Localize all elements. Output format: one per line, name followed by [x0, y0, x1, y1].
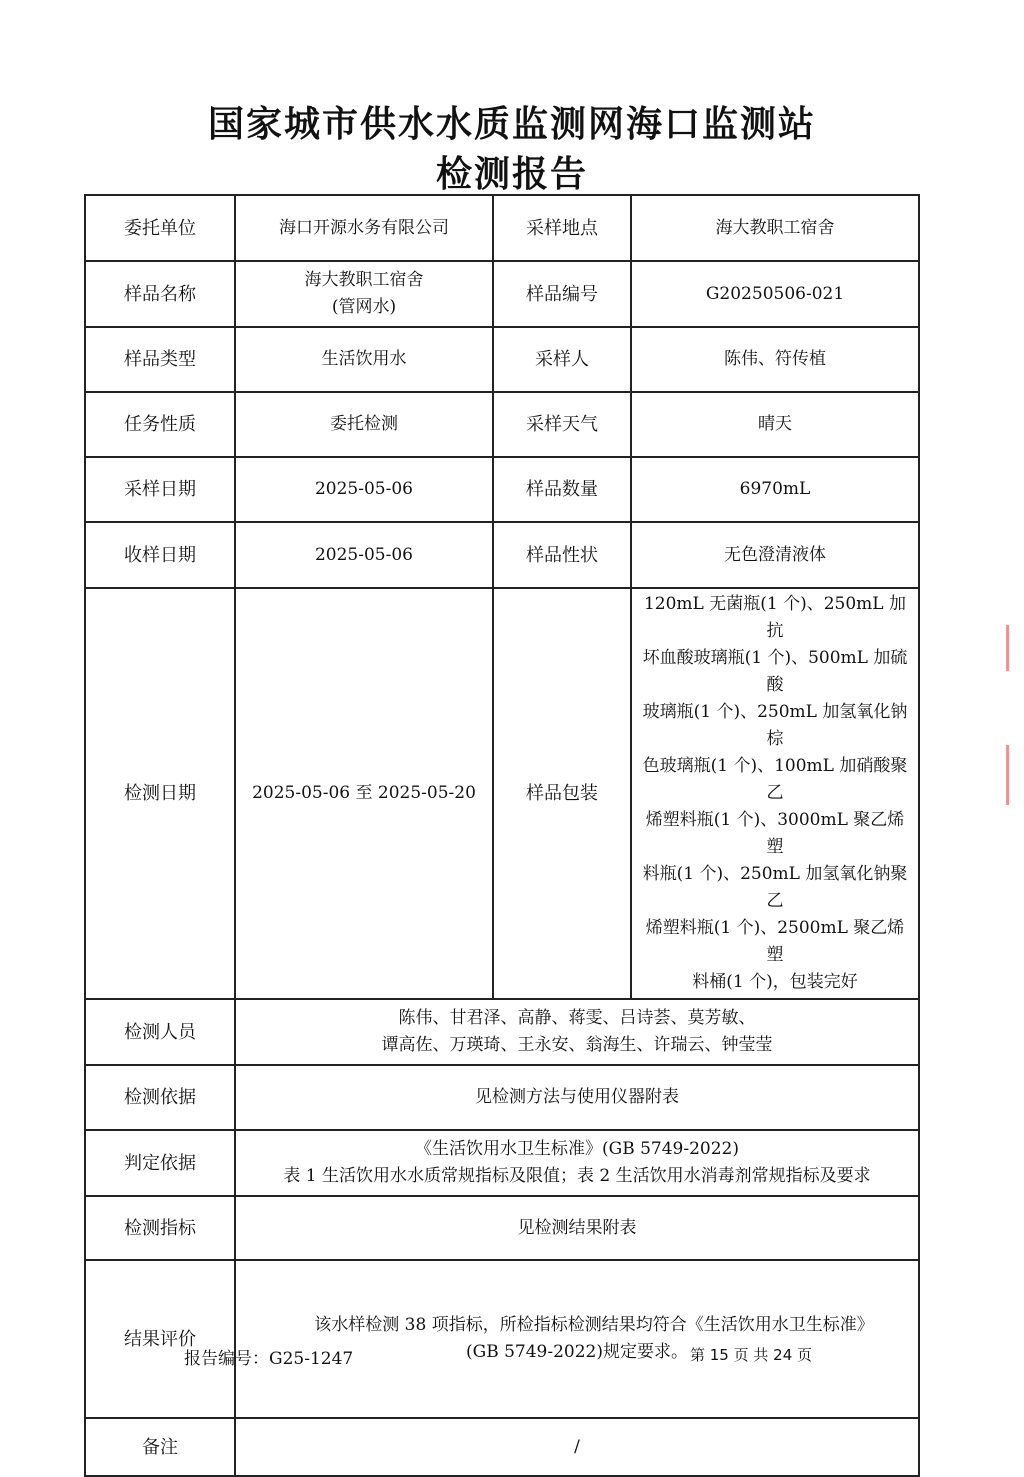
table-row	[85, 457, 919, 522]
test-date-label: 检测日期	[85, 588, 235, 999]
remarks-label: 备注	[85, 1418, 235, 1476]
sample-name-label: 样品名称	[85, 261, 235, 327]
sample-number-label: 样品编号	[493, 261, 631, 327]
table-row	[85, 522, 919, 588]
page-number: 第 15 页 共 24 页	[690, 1346, 813, 1364]
personnel-label: 检测人员	[85, 999, 235, 1065]
task-value: 委托检测	[235, 392, 493, 457]
receipt-date-value: 2025-05-06	[235, 522, 493, 588]
packaging-line: 玻璃瓶(1 个)、250mL 加氢氧化钠棕	[642, 702, 908, 749]
sampling-location-label: 采样地点	[493, 195, 631, 261]
evaluation-value	[235, 1260, 919, 1418]
report-subtitle: 检测报告	[435, 154, 588, 195]
report-table	[84, 194, 920, 1477]
sample-name-line1: 海大教职工宿舍	[304, 270, 424, 290]
packaging-line: 料瓶(1 个)、250mL 加氢氧化钠聚乙	[642, 864, 908, 911]
weather-label: 采样天气	[493, 392, 631, 457]
sample-type-label: 样品类型	[85, 327, 235, 392]
scan-edge-mark	[1006, 745, 1009, 805]
indicators-label: 检测指标	[85, 1196, 235, 1260]
packaging-label: 样品包装	[493, 588, 631, 999]
client-value: 海口开源水务有限公司	[235, 195, 493, 261]
packaging-line: 烯塑料瓶(1 个)、2500mL 聚乙烯塑	[645, 918, 905, 965]
packaging-line: 色玻璃瓶(1 个)、100mL 加硝酸聚乙	[642, 756, 908, 803]
report-number: 报告编号：G25-1247	[184, 1349, 354, 1369]
receipt-date-label: 收样日期	[85, 522, 235, 588]
table-row	[85, 392, 919, 457]
table-row	[85, 1196, 919, 1260]
basis-value: 见检测方法与使用仪器附表	[235, 1065, 919, 1130]
table-row	[85, 195, 919, 261]
judgment-label: 判定依据	[85, 1130, 235, 1196]
personnel-line1: 陈伟、甘君泽、高静、蒋雯、吕诗荟、莫芳敏、	[398, 1008, 756, 1028]
table-row	[85, 1260, 919, 1418]
table-row	[85, 1418, 919, 1476]
client-label: 委托单位	[85, 195, 235, 261]
sampling-location-value: 海大教职工宿舍	[631, 195, 919, 261]
personnel-line2: 谭高佐、万瑛琦、王永安、翁海生、许瑞云、钟莹莹	[381, 1035, 773, 1055]
sampler-label: 采样人	[493, 327, 631, 392]
scan-edge-mark	[1006, 625, 1009, 671]
report-title: 国家城市供水水质监测网海口监测站	[207, 104, 816, 145]
sampling-date-value: 2025-05-06	[235, 457, 493, 522]
table-row	[85, 588, 919, 999]
packaging-line: 120mL 无菌瓶(1 个)、250mL 加抗	[643, 594, 906, 641]
test-date-value: 2025-05-06 至 2025-05-20	[235, 588, 493, 999]
packaging-line: 坏血酸玻璃瓶(1 个)、500mL 加硫酸	[642, 648, 908, 695]
table-row	[85, 1065, 919, 1130]
indicators-value: 见检测结果附表	[235, 1196, 919, 1260]
personnel-value	[235, 999, 919, 1065]
packaging-value	[631, 588, 919, 999]
table-row	[85, 327, 919, 392]
sample-name-line2: (管网水)	[331, 297, 397, 317]
sample-type-value: 生活饮用水	[235, 327, 493, 392]
sample-quantity-label: 样品数量	[493, 457, 631, 522]
evaluation-line2: (GB 5749-2022)规定要求。	[465, 1342, 688, 1362]
sample-name-value	[235, 261, 493, 327]
judgment-value	[235, 1130, 919, 1196]
table-row	[85, 1130, 919, 1196]
sampler-value: 陈伟、符传植	[631, 327, 919, 392]
packaging-line: 烯塑料瓶(1 个)、3000mL 聚乙烯塑	[645, 810, 905, 857]
sample-quantity-value: 6970mL	[631, 457, 919, 522]
judgment-line2: 表 1 生活饮用水水质常规指标及限值；表 2 生活饮用水消毒剂常规指标及要求	[283, 1166, 871, 1186]
evaluation-line1: 该水样检测 38 项指标，所检指标检测结果均符合《生活饮用水卫生标准》	[314, 1315, 874, 1335]
weather-value: 晴天	[631, 392, 919, 457]
basis-label: 检测依据	[85, 1065, 235, 1130]
sample-number-value: G20250506-021	[631, 261, 919, 327]
table-row	[85, 999, 919, 1065]
sample-appearance-value: 无色澄清液体	[631, 522, 919, 588]
task-label: 任务性质	[85, 392, 235, 457]
table-row	[85, 261, 919, 327]
judgment-line1: 《生活饮用水卫生标准》(GB 5749-2022)	[414, 1139, 739, 1159]
packaging-line: 料桶(1 个)，包装完好	[692, 972, 858, 992]
sample-appearance-label: 样品性状	[493, 522, 631, 588]
remarks-value: /	[235, 1418, 919, 1476]
sampling-date-label: 采样日期	[85, 457, 235, 522]
evaluation-label: 结果评价	[85, 1260, 235, 1418]
